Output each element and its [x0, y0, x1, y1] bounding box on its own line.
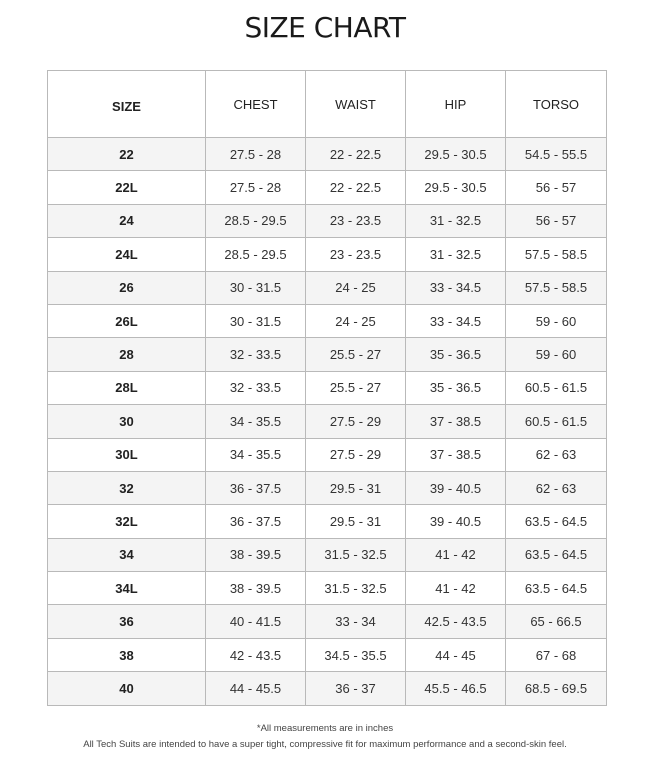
table-row: [48, 371, 607, 404]
cell-chest: 44 - 45.5: [206, 672, 306, 705]
cell-torso: 60.5 - 61.5: [506, 371, 607, 404]
table-row: [48, 572, 607, 605]
cell-torso: 57.5 - 58.5: [506, 238, 607, 271]
cell-size: 24: [48, 204, 206, 237]
table-row: [48, 605, 607, 638]
cell-size: 30L: [48, 438, 206, 471]
cell-hip: 45.5 - 46.5: [406, 672, 506, 705]
cell-hip: 42.5 - 43.5: [406, 605, 506, 638]
cell-size: 22: [48, 138, 206, 171]
cell-torso: 56 - 57: [506, 204, 607, 237]
cell-torso: 62 - 63: [506, 471, 607, 504]
cell-waist: 29.5 - 31: [306, 505, 406, 538]
cell-hip: 41 - 42: [406, 572, 506, 605]
cell-torso: 68.5 - 69.5: [506, 672, 607, 705]
cell-size: 32: [48, 471, 206, 504]
cell-waist: 27.5 - 29: [306, 405, 406, 438]
cell-hip: 29.5 - 30.5: [406, 138, 506, 171]
cell-torso: 65 - 66.5: [506, 605, 607, 638]
cell-size: 34L: [48, 572, 206, 605]
cell-torso: 67 - 68: [506, 638, 607, 671]
cell-torso: 59 - 60: [506, 304, 607, 337]
page-title: SIZE CHART: [244, 11, 406, 44]
cell-size: 22L: [48, 171, 206, 204]
cell-hip: 39 - 40.5: [406, 505, 506, 538]
cell-size: 34: [48, 538, 206, 571]
cell-torso: 62 - 63: [506, 438, 607, 471]
fit-note: All Tech Suits are intended to have a super tight, compressive fit for maximum performance and a second-skin feel.: [83, 739, 567, 750]
cell-size: 30: [48, 405, 206, 438]
cell-chest: 28.5 - 29.5: [206, 204, 306, 237]
table-row: [48, 672, 607, 705]
cell-waist: 31.5 - 32.5: [306, 538, 406, 571]
cell-waist: 29.5 - 31: [306, 471, 406, 504]
cell-waist: 22 - 22.5: [306, 171, 406, 204]
table-header: [48, 71, 607, 138]
table-row: [48, 471, 607, 504]
table-row: [48, 304, 607, 337]
cell-chest: 34 - 35.5: [206, 438, 306, 471]
table-body: [48, 138, 607, 706]
table-row: [48, 171, 607, 204]
cell-size: 38: [48, 638, 206, 671]
cell-waist: 23 - 23.5: [306, 204, 406, 237]
cell-waist: 27.5 - 29: [306, 438, 406, 471]
cell-size: 24L: [48, 238, 206, 271]
table-row: [48, 138, 607, 171]
cell-chest: 38 - 39.5: [206, 572, 306, 605]
cell-chest: 36 - 37.5: [206, 471, 306, 504]
cell-size: 28: [48, 338, 206, 371]
cell-hip: 35 - 36.5: [406, 371, 506, 404]
cell-torso: 60.5 - 61.5: [506, 405, 607, 438]
cell-hip: 37 - 38.5: [406, 438, 506, 471]
cell-hip: 33 - 34.5: [406, 271, 506, 304]
cell-waist: 31.5 - 32.5: [306, 572, 406, 605]
table-row: [48, 238, 607, 271]
cell-size: 26: [48, 271, 206, 304]
table-row: [48, 438, 607, 471]
units-note: *All measurements are in inches: [256, 723, 394, 734]
header-chest: CHEST: [206, 71, 306, 138]
cell-hip: 37 - 38.5: [406, 405, 506, 438]
cell-torso: 59 - 60: [506, 338, 607, 371]
cell-chest: 38 - 39.5: [206, 538, 306, 571]
size-chart-table: [47, 70, 607, 706]
cell-torso: 56 - 57: [506, 171, 607, 204]
cell-size: 32L: [48, 505, 206, 538]
header-row: [48, 71, 607, 138]
cell-chest: 36 - 37.5: [206, 505, 306, 538]
cell-torso: 63.5 - 64.5: [506, 505, 607, 538]
cell-waist: 22 - 22.5: [306, 138, 406, 171]
table-row: [48, 271, 607, 304]
cell-waist: 25.5 - 27: [306, 338, 406, 371]
table-row: [48, 505, 607, 538]
table-row: [48, 338, 607, 371]
cell-waist: 25.5 - 27: [306, 371, 406, 404]
cell-hip: 31 - 32.5: [406, 238, 506, 271]
header-waist: WAIST: [306, 71, 406, 138]
cell-torso: 63.5 - 64.5: [506, 538, 607, 571]
cell-chest: 27.5 - 28: [206, 138, 306, 171]
cell-hip: 35 - 36.5: [406, 338, 506, 371]
cell-chest: 32 - 33.5: [206, 338, 306, 371]
cell-size: 36: [48, 605, 206, 638]
cell-hip: 44 - 45: [406, 638, 506, 671]
table-row: [48, 204, 607, 237]
cell-waist: 36 - 37: [306, 672, 406, 705]
cell-size: 40: [48, 672, 206, 705]
cell-hip: 41 - 42: [406, 538, 506, 571]
cell-torso: 54.5 - 55.5: [506, 138, 607, 171]
cell-hip: 33 - 34.5: [406, 304, 506, 337]
table-row: [48, 405, 607, 438]
cell-chest: 27.5 - 28: [206, 171, 306, 204]
cell-hip: 31 - 32.5: [406, 204, 506, 237]
cell-torso: 57.5 - 58.5: [506, 271, 607, 304]
cell-chest: 30 - 31.5: [206, 271, 306, 304]
cell-chest: 28.5 - 29.5: [206, 238, 306, 271]
cell-chest: 40 - 41.5: [206, 605, 306, 638]
cell-size: 28L: [48, 371, 206, 404]
table-row: [48, 538, 607, 571]
cell-chest: 34 - 35.5: [206, 405, 306, 438]
cell-waist: 23 - 23.5: [306, 238, 406, 271]
header-size: SIZE: [48, 71, 206, 138]
cell-chest: 42 - 43.5: [206, 638, 306, 671]
cell-hip: 29.5 - 30.5: [406, 171, 506, 204]
header-torso: TORSO: [506, 71, 607, 138]
cell-torso: 63.5 - 64.5: [506, 572, 607, 605]
header-hip: HIP: [406, 71, 506, 138]
cell-waist: 24 - 25: [306, 304, 406, 337]
cell-waist: 33 - 34: [306, 605, 406, 638]
cell-chest: 32 - 33.5: [206, 371, 306, 404]
cell-waist: 34.5 - 35.5: [306, 638, 406, 671]
table-row: [48, 638, 607, 671]
cell-chest: 30 - 31.5: [206, 304, 306, 337]
cell-waist: 24 - 25: [306, 271, 406, 304]
cell-hip: 39 - 40.5: [406, 471, 506, 504]
cell-size: 26L: [48, 304, 206, 337]
